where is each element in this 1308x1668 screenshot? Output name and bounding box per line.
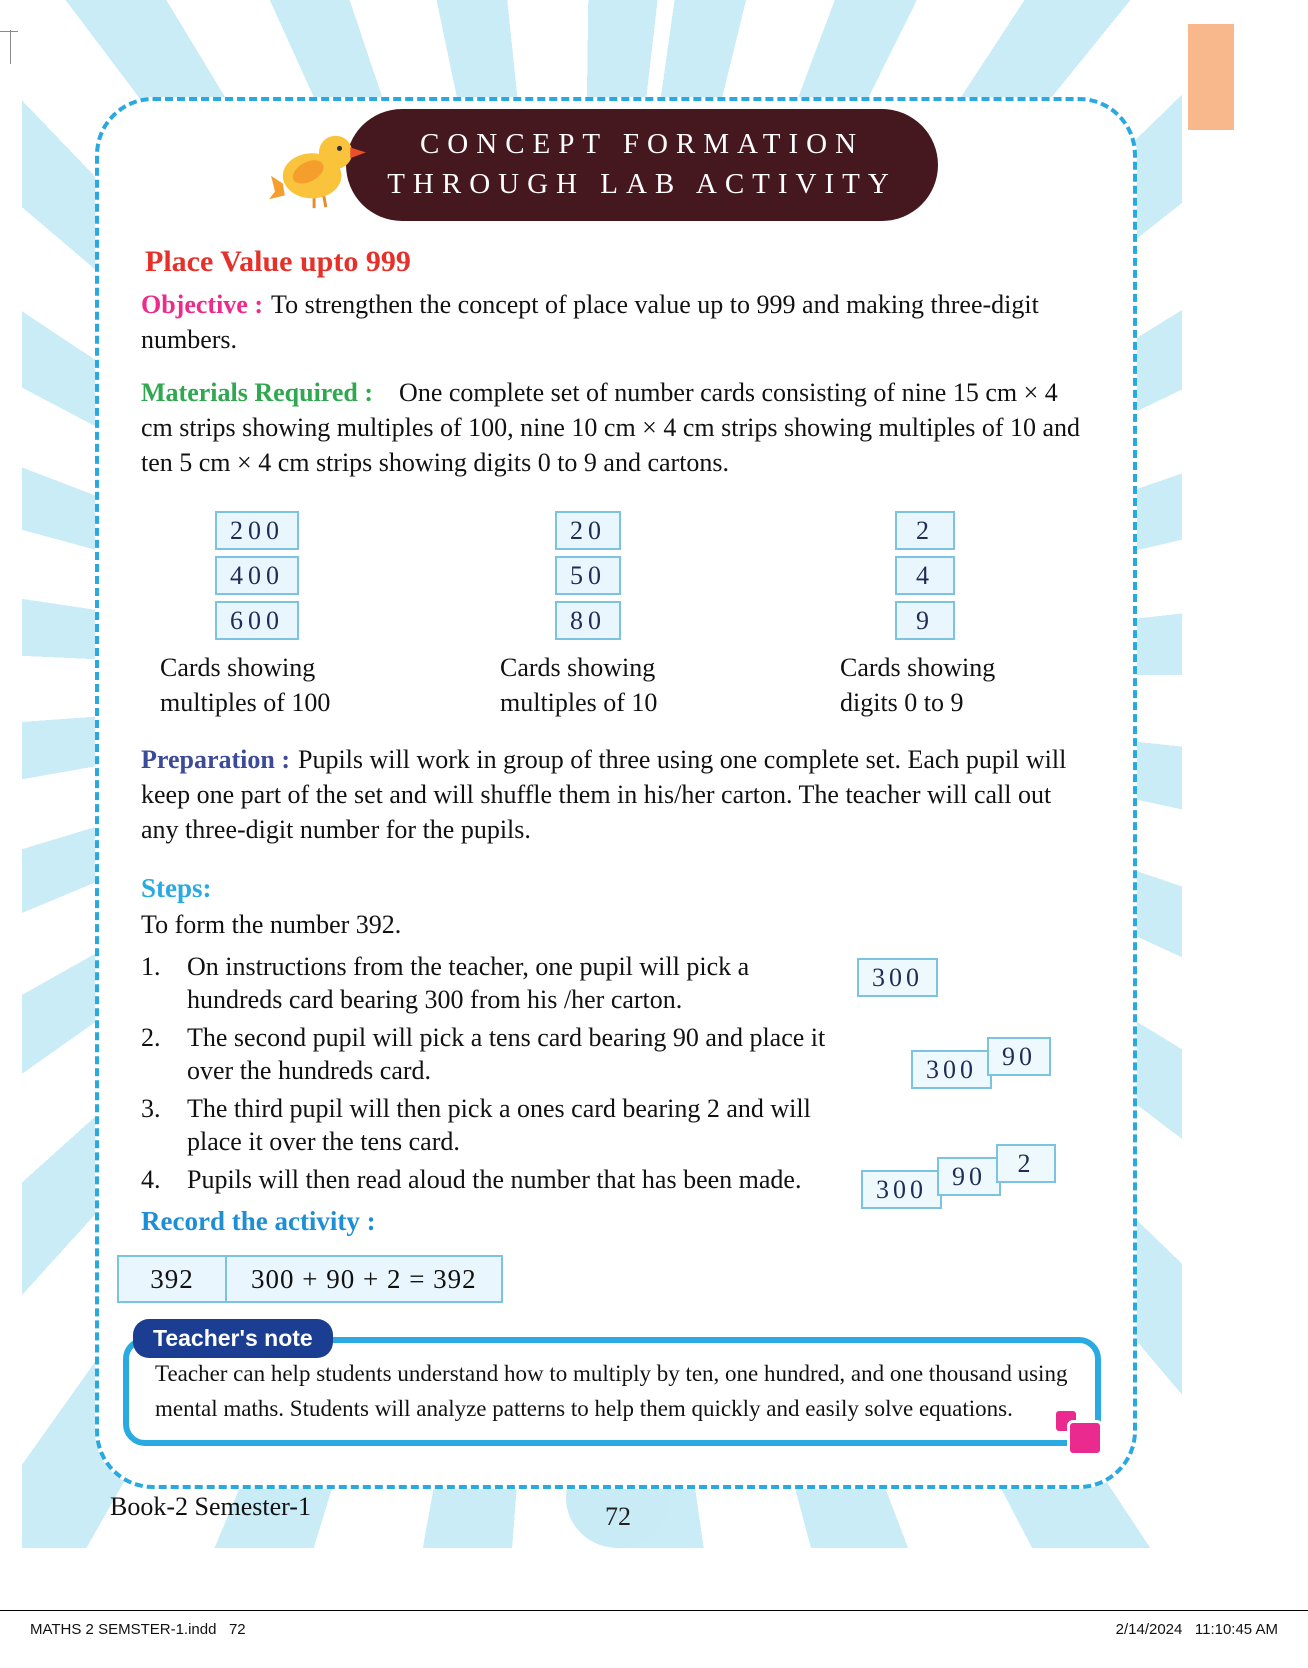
card-stack bbox=[215, 511, 481, 640]
step-text: Pupils will then read aloud the number that has been made. bbox=[187, 1165, 802, 1195]
materials-text: One complete set of number cards consisting of nine 15 cm × 4 cm strips showing multiples of 100, nine 10 cm × 4 cm strips showing multiples of 10 and ten 5 cm × 4 cm strips showing digits 0 to 9 and cartons. bbox=[141, 378, 1081, 478]
step4-card-illustration bbox=[861, 1149, 1056, 1209]
step2-card-illustration bbox=[911, 1042, 1051, 1089]
card-stack bbox=[895, 511, 1091, 640]
print-file-name: MATHS 2 SEMSTER-1.indd 72 bbox=[30, 1621, 246, 1638]
step-number: 4. bbox=[141, 1165, 161, 1195]
content-panel bbox=[95, 97, 1137, 1489]
number-card: 400 bbox=[215, 556, 299, 595]
teachers-note-badge: Teacher's note bbox=[133, 1319, 333, 1358]
preparation-paragraph bbox=[141, 742, 1091, 847]
record-expansion-cell: 300 + 90 + 2 = 392 bbox=[225, 1255, 503, 1303]
card-group-hundreds bbox=[141, 511, 481, 720]
step-item-1 bbox=[141, 950, 1091, 1016]
print-footer-divider bbox=[0, 1610, 1308, 1611]
steps-heading: Steps: bbox=[141, 873, 212, 904]
card-2: 2 bbox=[996, 1144, 1056, 1183]
step-number: 3. bbox=[141, 1094, 161, 1124]
crop-mark-vertical bbox=[10, 30, 11, 64]
preparation-label: Preparation : bbox=[141, 744, 290, 774]
step1-card-illustration bbox=[857, 958, 938, 997]
card-300: 300 bbox=[857, 958, 938, 997]
record-table bbox=[117, 1255, 1091, 1303]
card-90: 90 bbox=[937, 1157, 1001, 1196]
objective-paragraph bbox=[141, 287, 1091, 357]
number-card: 2 bbox=[895, 511, 955, 550]
number-card: 20 bbox=[555, 511, 621, 550]
steps-intro: To form the number 392. bbox=[141, 910, 402, 940]
number-cards-section bbox=[141, 511, 1091, 720]
number-card: 50 bbox=[555, 556, 621, 595]
card-group-ones bbox=[821, 511, 1091, 720]
card-group-tens bbox=[481, 511, 821, 720]
record-number-cell: 392 bbox=[117, 1255, 227, 1303]
step-text: On instructions from the teacher, one pupil will pick a hundreds card bearing 300 from his /her carton. bbox=[187, 952, 750, 1015]
card-300: 300 bbox=[911, 1050, 992, 1089]
materials-paragraph bbox=[141, 375, 1091, 480]
title-banner bbox=[346, 109, 938, 221]
book-footer-label: Book-2 Semester-1 bbox=[110, 1492, 311, 1521]
card-stack bbox=[555, 511, 821, 640]
number-card: 4 bbox=[895, 556, 955, 595]
pink-squares-icon bbox=[1053, 1404, 1109, 1458]
teachers-note-box bbox=[123, 1325, 1101, 1446]
page-edge-tab bbox=[1188, 24, 1234, 130]
bird-icon bbox=[268, 123, 368, 211]
card-90: 90 bbox=[987, 1037, 1051, 1076]
step-text: The second pupil will pick a tens card bearing 90 and place it over the hundreds card. bbox=[187, 1023, 826, 1086]
steps-list bbox=[141, 950, 1091, 1205]
materials-label: Materials Required : bbox=[141, 378, 374, 408]
crop-mark-horizontal bbox=[0, 31, 18, 32]
section-heading: Place Value upto 999 bbox=[145, 245, 411, 279]
objective-label: Objective : bbox=[141, 290, 264, 320]
card-group-caption: Cards showing digits 0 to 9 bbox=[840, 652, 996, 717]
banner-title-line1: CONCEPT FORMATION bbox=[419, 128, 865, 160]
objective-text: To strengthen the concept of place value up to 999 and making three-digit numbers. bbox=[141, 290, 1039, 355]
number-card: 200 bbox=[215, 511, 299, 550]
number-card: 600 bbox=[215, 601, 299, 640]
card-group-caption: Cards showing multiples of 10 bbox=[500, 652, 658, 717]
step-number: 2. bbox=[141, 1023, 161, 1053]
number-card: 9 bbox=[895, 601, 955, 640]
print-timestamp: 2/14/2024 11:10:45 AM bbox=[1115, 1621, 1278, 1638]
step-number: 1. bbox=[141, 952, 161, 982]
banner-title-line2: THROUGH LAB ACTIVITY bbox=[387, 168, 897, 201]
number-card: 80 bbox=[555, 601, 621, 640]
step-item-3 bbox=[141, 1092, 1091, 1158]
card-group-caption: Cards showing multiples of 100 bbox=[160, 652, 331, 717]
step-text: The third pupil will then pick a ones card bearing 2 and will place it over the tens card. bbox=[187, 1094, 811, 1157]
preparation-text: Pupils will work in group of three using one complete set. Each pupil will keep one part of the set and will shuffle them in his/her carton. The teacher will call out any three-digit number for the pupils. bbox=[141, 744, 1067, 845]
card-300: 300 bbox=[861, 1170, 942, 1209]
teachers-note-text: Teacher can help students understand how to multiply by ten, one hundred, and one thousand using mental maths. Students will analyze patterns to help them quickly and easily solve equations. bbox=[155, 1361, 1068, 1421]
record-activity-heading: Record the activity : bbox=[141, 1206, 376, 1237]
page-number-badge: 72 bbox=[566, 1448, 670, 1548]
